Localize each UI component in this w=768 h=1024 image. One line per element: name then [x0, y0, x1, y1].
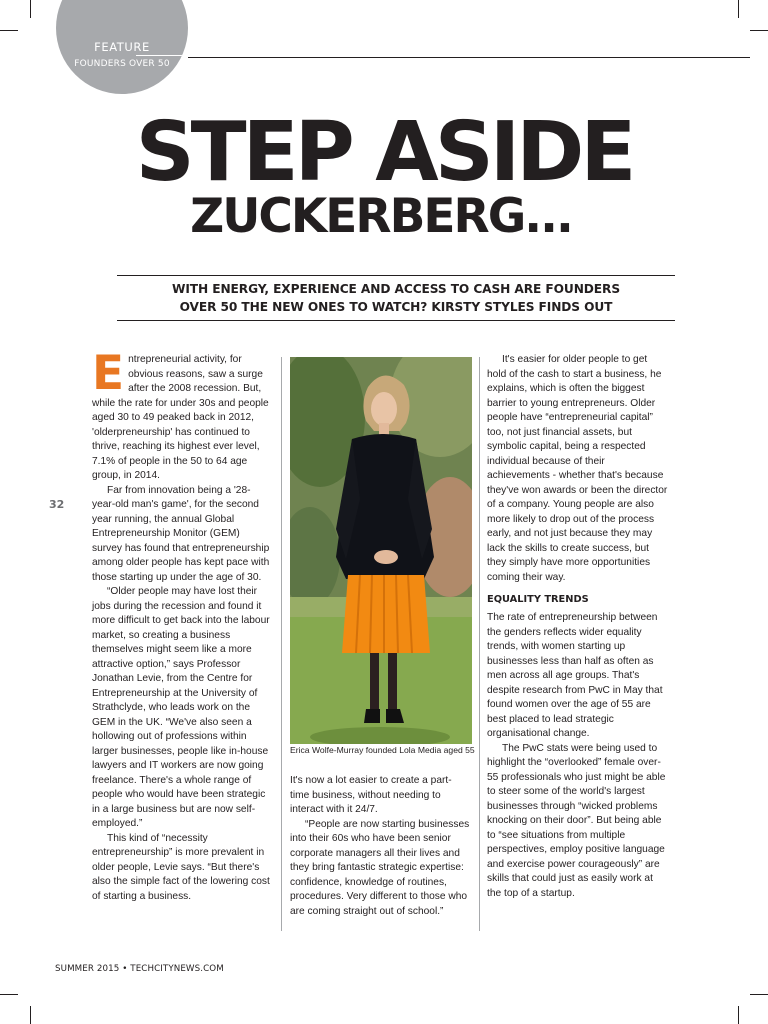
paragraph: “People are now starting businesses into their 60s who have been senior corporate managers all their lives and they bring fantastic strategic expertise: confidence, knowledge of routines, procedures. Very different to those who are coming straight out of school.”	[290, 818, 470, 917]
standfirst-line: WITH ENERGY, EXPERIENCE AND ACCESS TO CASH ARE FOUNDERS	[172, 282, 620, 296]
crop-mark	[738, 0, 739, 18]
crop-mark	[0, 30, 18, 31]
paragraph: The PwC stats were being used to highlight the “overlooked” female over-55 professionals who just might be able to steer some of the world's largest businesses through “wicked problems knocking on their door”. But being able to “see situations from multiple perspectives, employ positive language and exercise power courageously” are skills that could just as easily work at the top of a startup.	[487, 742, 666, 899]
standfirst-line: OVER 50 THE NEW ONES TO WATCH? KIRSTY STYLES FINDS OUT	[179, 300, 613, 314]
section-label: FEATURE	[94, 40, 150, 54]
paragraph: The rate of entrepreneurship between the genders reflects wider equality trends, with women starting up businesses less than half as often as men across all age groups. That's despite research from PwC in May that found women over the age of 55 are best placed to lead strategic organisational change.	[487, 612, 663, 739]
article-column-2	[290, 774, 470, 919]
crop-mark	[738, 1006, 739, 1024]
drop-cap: E	[92, 346, 125, 401]
header-rule	[188, 57, 750, 58]
standfirst	[117, 280, 675, 316]
standfirst-rule-bottom	[117, 320, 675, 321]
paragraph: ntrepreneurial activity, for obvious reasons, saw a surge after the 2008 recession. But, while the rate for under 30s and people aged 30 to 49 peaked back in 2012, 'olderpreneurship' has continued to thrive, reaching its highest ever level, 7.1% of people in the 50 to 64 age group, in 2014.	[92, 354, 269, 481]
portrait-photo	[290, 357, 472, 744]
standfirst-rule-top	[117, 275, 675, 276]
article-column-1	[92, 346, 272, 904]
photo-caption: Erica Wolfe-Murray founded Lola Media aged 55	[290, 745, 475, 755]
headline: STEP ASIDE	[135, 105, 633, 200]
column-divider	[479, 357, 480, 931]
section-badge	[56, 0, 188, 94]
paragraph: It's easier for older people to get hold of the cash to start a business, he explains, which is often the biggest barrier to young entrepreneurs. Older people have “entrepreneurial capital” too, not just financial assets, but symbolic capital, being a respected individual because of their achievements - whether that's because they've won awards or been the director of a company. Young people are also more likely to drop out of the process early, and not just because they may lack the skills to create success, but they simply have more opportunities coming their way.	[487, 354, 668, 583]
paragraph: Far from innovation being a '28-year-old man's game', for the second year running, the annual Global Entrepreneurship Monitor (GEM) survey has found that entrepreneurship among older people has kept pace with those starting up under the age of 30.	[92, 484, 270, 583]
paragraph: “Older people may have lost their jobs during the recession and found it more difficult to get back into the labour market, so creating a business themselves might seem like a more attractive option,” says Professor Jonathan Levie, from the Centre for Entrepreneurship at the University of Strathclyde, who leads work on the GEM in the UK. “We've also seen a hollowing out of professions within larger businesses, people like in-house lawyers and IT workers are now going freelance. There's a whole range of people who would have been strategic in a large business but are now self-employed.”	[92, 586, 270, 829]
crop-mark	[750, 30, 768, 31]
crop-mark	[750, 994, 768, 995]
crop-mark	[30, 1006, 31, 1024]
section-badge-divider	[136, 55, 188, 56]
subheading: EQUALITY TRENDS	[487, 594, 589, 605]
headline-subline: ZUCKERBERG...	[190, 189, 572, 244]
paragraph: This kind of “necessity entrepreneurship” is more prevalent in older people, Levie says. “But there's also the simple fact of the lowering cost of starting a business.	[92, 832, 270, 902]
article-column-3	[487, 353, 669, 901]
section-sublabel: FOUNDERS OVER 50	[74, 59, 170, 69]
crop-mark	[0, 994, 18, 995]
crop-mark	[30, 0, 31, 18]
page-number: 32	[49, 498, 65, 511]
column-divider	[281, 357, 282, 931]
paragraph: It's now a lot easier to create a part-time business, without needing to interact with it 24/7.	[290, 775, 452, 815]
page-footer: SUMMER 2015 • TECHCITYNEWS.COM	[55, 964, 224, 974]
